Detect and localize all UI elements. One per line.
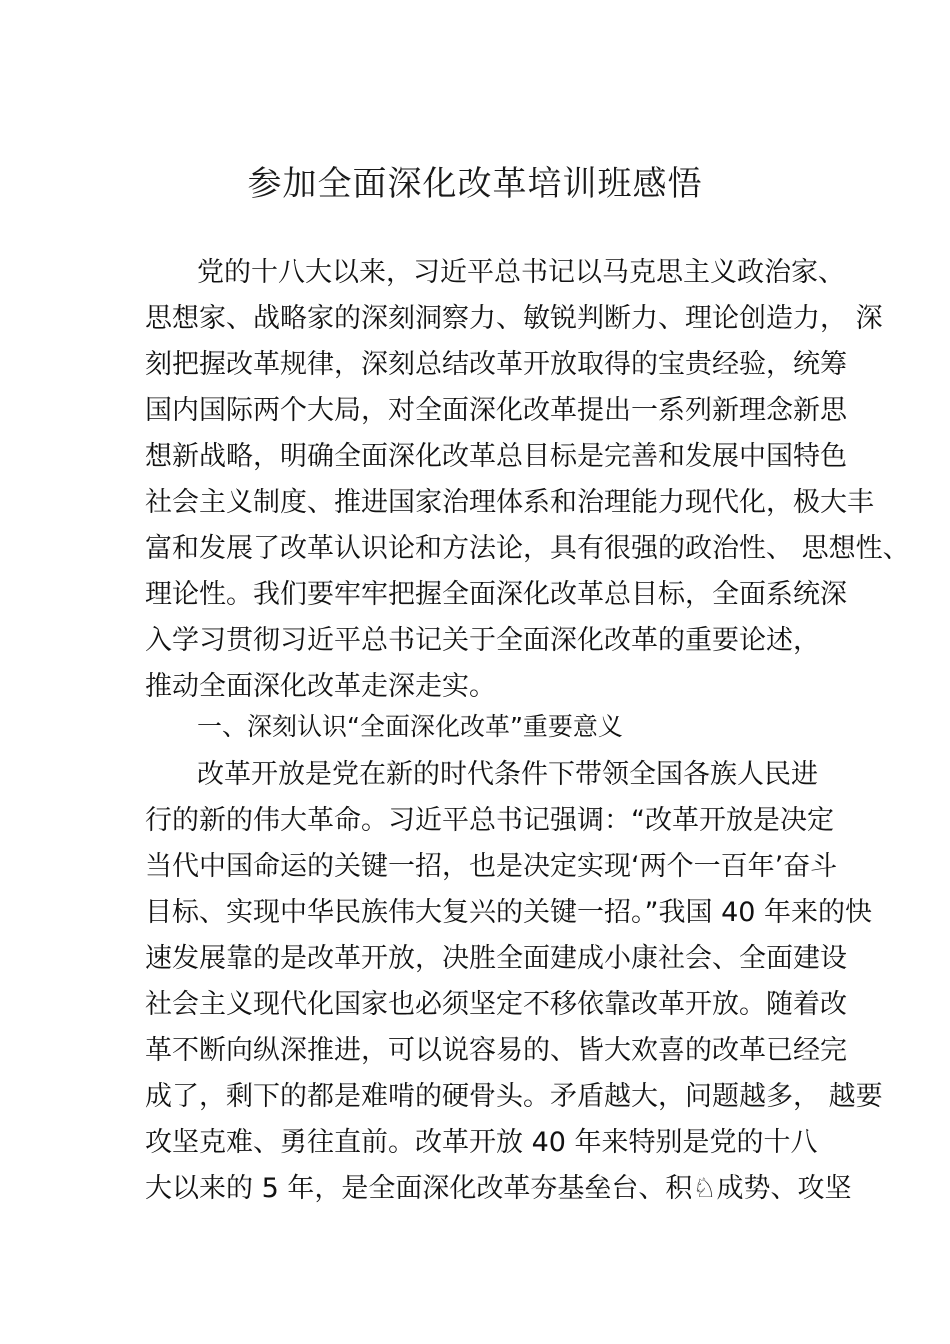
paragraph-line: 目标、实现中华民族伟大复兴的关键一招。”我国 40 年来的快 (145, 897, 873, 928)
paragraph-line: 当代中国命运的关键一招，也是决定实现‘两个一百年’奋斗 (145, 851, 838, 882)
paragraph-line: 思想家、战略家的深刻洞察力、敏锐判断力、理论创造力， 深 (145, 303, 883, 334)
paragraph-line: 速发展靠的是改革开放，决胜全面建成小康社会、全面建设 (145, 943, 847, 974)
paragraph-line: 党的十八大以来，习近平总书记以马克思主义政治家、 (197, 257, 845, 288)
paragraph-line: 刻把握改革规律，深刻总结改革开放取得的宝贵经验，统筹 (145, 349, 847, 380)
paragraph-line: 大以来的 5 年，是全面深化改革夯基垒台、积♘成势、攻坚 (145, 1173, 852, 1204)
paragraph-line: 富和发展了改革认识论和方法论，具有很强的政治性、 思想性、 (145, 533, 910, 564)
paragraph-line: 推动全面深化改革走深走实。 (145, 671, 496, 702)
paragraph-line: 想新战略，明确全面深化改革总目标是完善和发展中国特色 (145, 441, 847, 472)
paragraph-line: 社会主义现代化国家也必须坚定不移依靠改革开放。随着改 (145, 989, 847, 1020)
paragraph-line: 社会主义制度、推进国家治理体系和治理能力现代化，极大丰 (145, 487, 874, 518)
paragraph-line: 理论性。我们要牢牢把握全面深化改革总目标，全面系统深 (145, 579, 847, 610)
paragraph-line: 革不断向纵深推进，可以说容易的、皆大欢喜的改革已经完 (145, 1035, 847, 1066)
paragraph-line: 入学习贯彻习近平总书记关于全面深化改革的重要论述， (145, 625, 820, 656)
paragraph-line: 改革开放是党在新的时代条件下带领全国各族人民进 (197, 759, 818, 790)
section-heading: 一、深刻认识“全面深化改革”重要意义 (197, 712, 623, 741)
paragraph-line: 行的新的伟大革命。习近平总书记强调：“改革开放是决定 (145, 805, 834, 836)
paragraph-line: 国内国际两个大局，对全面深化改革提出一系列新理念新思 (145, 395, 847, 426)
paragraph-line: 成了，剩下的都是难啃的硬骨头。矛盾越大，问题越多， 越要 (145, 1081, 883, 1112)
paragraph-line: 攻坚克难、勇往直前。改革开放 40 年来特别是党的十八 (145, 1127, 818, 1158)
document-title: 参加全面深化改革培训班感悟 (247, 164, 703, 204)
